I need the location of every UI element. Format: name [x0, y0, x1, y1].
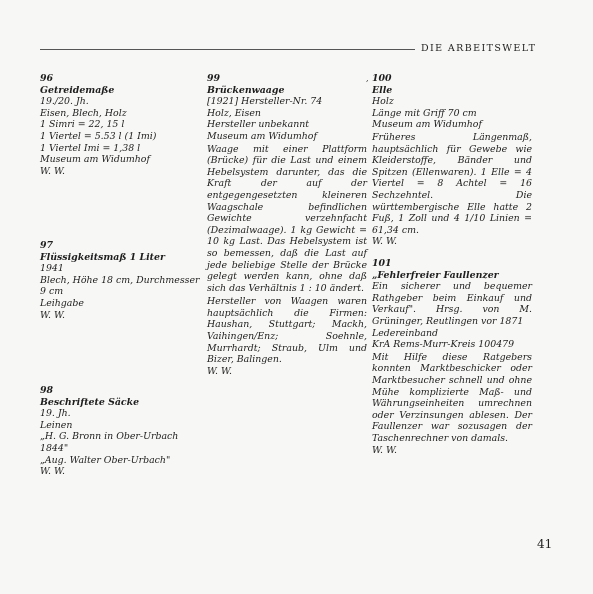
- entry-author: W. W.: [40, 466, 65, 478]
- catalog-entry-100: [372, 73, 532, 248]
- entry-description: Früheres Längenmaß, hauptsächlich für Gewebe wie Kleiderstoffe, Bänder und Spitzen (Ellenwaren). 1 Elle = 4 Viertel = 8 Achtel = 16 Sechzehntel. Die württembergische Elle hatte 2 Fuß, 1 Zoll und 4 1/10 Linien = 61,34 cm.: [372, 131, 532, 236]
- entry-number: 99: [207, 73, 221, 84]
- catalog-entry-98: [40, 385, 202, 478]
- entry-line: Museum am Widumhof: [207, 130, 317, 142]
- entry-line: „Aug. Walter Ober-Urbach": [40, 454, 171, 466]
- catalog-entry-96: [40, 73, 202, 177]
- entry-description: Mit Hilfe diese Ratgebers konnten Marktbeschicker oder Marktbesucher schnell und ohne Mühe komplizierte Maß- und Währungseinheiten umrechnen oder Verzinsungen ablesen. Der Faullenzer war sozusagen der Taschenrechner von damals.: [372, 351, 532, 444]
- entry-author: W. W.: [372, 236, 397, 248]
- entry-description: Ein sicherer und bequemer Rathgeber beim Einkauf und Verkauf". Hrsg. von M. Grüninger, Reutlingen vor 1871: [372, 281, 532, 327]
- entry-line: Hersteller unbekannt: [207, 119, 310, 131]
- entry-line: 9 cm: [40, 286, 64, 298]
- entry-line: Länge mit Griff 70 cm: [372, 107, 477, 119]
- entry-line: 1844": [40, 442, 69, 454]
- catalog-entry-99: [207, 73, 367, 377]
- catalog-entry-97: [40, 240, 202, 321]
- entry-line: Ledereinband: [372, 327, 439, 339]
- entry-number: 97: [40, 240, 54, 251]
- entry-number: 100: [372, 73, 392, 84]
- entry-line: 1 Simri = 22, 15 l: [40, 119, 125, 131]
- entry-title: Beschriftete Säcke: [40, 396, 140, 408]
- entry-line: 1 Viertel Imi = 1,38 l: [40, 142, 141, 154]
- entry-line: Blech, Höhe 18 cm, Durchmesser: [40, 274, 200, 286]
- entry-description: Waage mit einer Plattform (Brücke) für die Last und einem Hebelsystem darunter, das die Kraft der auf der entgegengesetzten kleineren Waagschale befindlichen Gewichte verzehnfacht (Dezimalwaage). 1 kg Gewicht = 10 kg Last. Das Hebelsystem ist so bemessen, daß die Last auf jede beliebige Stelle der Brücke gelegt werden kann, ohne daß sich das Verhältnis 1 : 10 ändert.: [207, 143, 367, 294]
- entry-author: W. W.: [207, 365, 232, 377]
- entry-line: „H. G. Bronn in Ober-Urbach: [40, 431, 179, 443]
- entry-title: „Fehlerfreier Faullenzer: [372, 269, 499, 281]
- entry-line: 1941: [40, 263, 64, 275]
- entry-number: 101: [372, 258, 392, 269]
- entry-line: Holz: [372, 96, 394, 108]
- entry-author: W. W.: [40, 165, 65, 177]
- entry-line: Holz, Eisen: [207, 107, 261, 119]
- entry-line: Eisen, Blech, Holz: [40, 107, 127, 119]
- entry-title: Flüssigkeitsmaß 1 Liter: [40, 251, 165, 263]
- catalog-entry-101: [372, 258, 532, 456]
- entry-description: Hersteller von Waagen waren hauptsächlich die Firmen: Haushan, Stuttgart; Mackh, Vaihingen/Enz; Soehnle, Murrhardt; Straub, Ulm und Bizer, Balingen.: [207, 296, 367, 366]
- entry-line: Museum am Widumhof: [372, 119, 482, 131]
- entry-line: 19. Jh.: [40, 408, 71, 420]
- entry-title: Getreidemaße: [40, 84, 115, 96]
- entry-author: W. W.: [372, 444, 397, 456]
- entry-line: KrA Rems-Murr-Kreis 100479: [372, 339, 515, 351]
- entry-title: Elle: [372, 84, 393, 96]
- entry-number: 98: [40, 385, 54, 396]
- entry-line: Leinen: [40, 419, 73, 431]
- header-rule: [40, 49, 415, 50]
- entry-line: Leihgabe: [40, 297, 84, 309]
- entry-title: Brückenwaage: [207, 84, 285, 96]
- entry-line: 19./20. Jh.: [40, 96, 89, 108]
- entry-author: W. W.: [40, 309, 65, 321]
- section-header: DIE ARBEITSWELT: [421, 43, 537, 54]
- page-number: 41: [537, 537, 553, 551]
- entry-line: Museum am Widumhof: [40, 154, 150, 166]
- entry-line: 1 Viertel = 5.53 l (1 Imi): [40, 130, 157, 142]
- margin-mark: ,: [366, 74, 369, 83]
- entry-line: [1921] Hersteller-Nr. 74: [207, 96, 323, 108]
- entry-number: 96: [40, 73, 54, 84]
